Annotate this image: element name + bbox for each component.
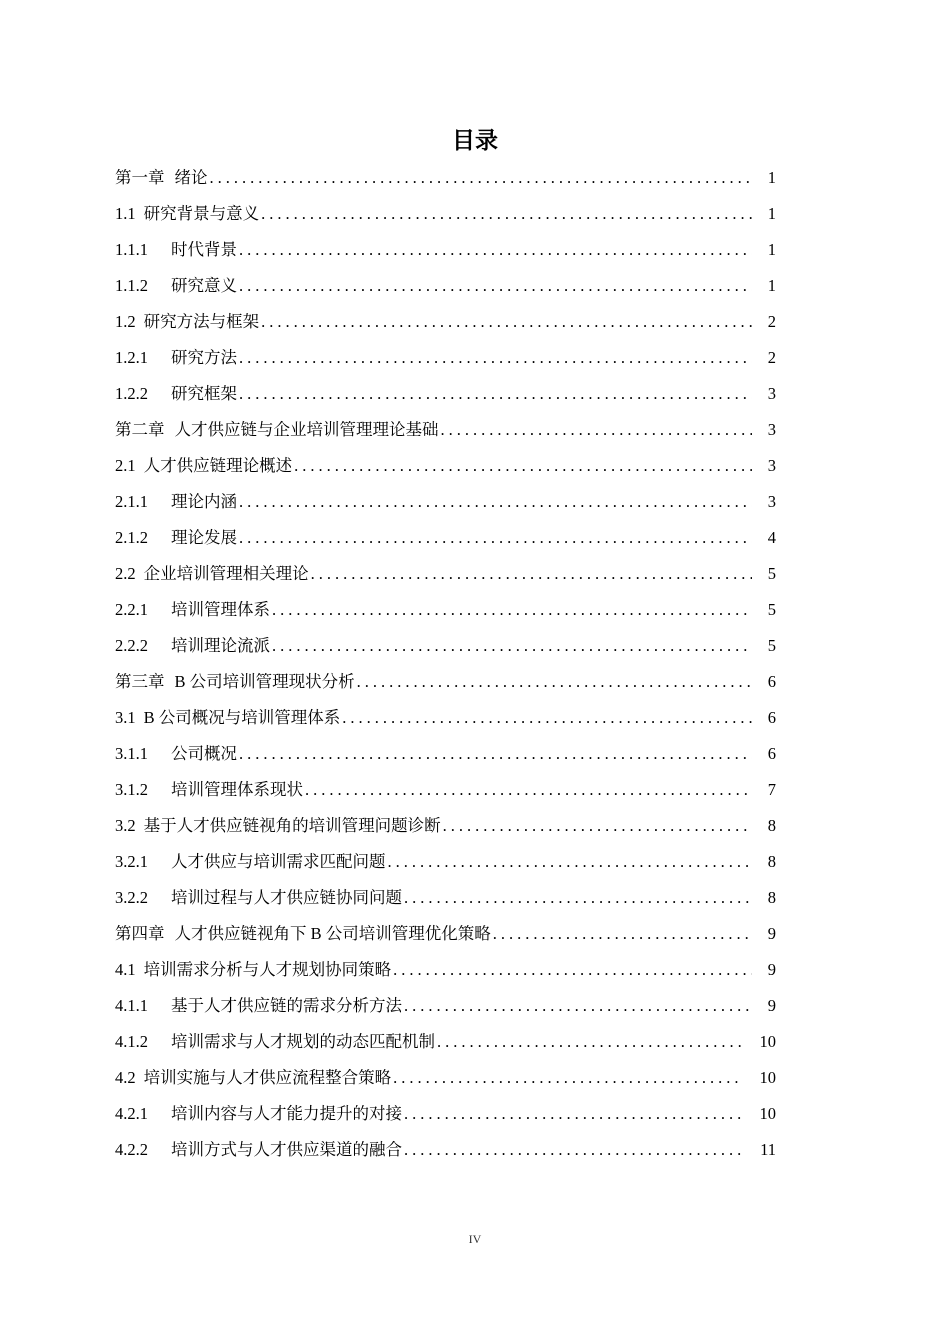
toc-entry[interactable]	[115, 376, 776, 412]
toc-entry-number: 第二章	[115, 420, 165, 439]
toc-entry[interactable]	[115, 988, 776, 1024]
toc-entry-number: 2.2	[115, 564, 136, 583]
toc-entry-number: 3.1.1	[115, 744, 148, 763]
toc-entry-title: 人才供应链与企业培训管理理论基础	[174, 420, 439, 439]
toc-entry-page: 6	[767, 672, 776, 691]
toc-entry[interactable]	[115, 592, 776, 628]
toc-leader-dots	[393, 1060, 742, 1096]
toc-entry-number: 4.2.2	[115, 1140, 148, 1159]
toc-leader-dots	[239, 232, 752, 268]
toc-entry-number: 1.2.2	[115, 384, 148, 403]
toc-leader-dots	[239, 520, 752, 556]
toc-entry-page: 5	[767, 600, 776, 619]
toc-entry[interactable]	[115, 844, 776, 880]
toc-entry-number: 3.1	[115, 708, 136, 727]
toc-entry-page: 3	[767, 492, 776, 511]
toc-entry[interactable]	[115, 628, 776, 664]
toc-entry-page: 11	[760, 1140, 776, 1159]
toc-entry-title: 基于人才供应链视角的培训管理问题诊断	[143, 816, 441, 835]
toc-entry-page: 9	[767, 996, 776, 1015]
toc-leader-dots	[443, 808, 752, 844]
toc-entry-title: 研究方法与框架	[143, 312, 260, 331]
page-number-footer: IV	[468, 1232, 482, 1246]
toc-entry-number: 第四章	[115, 924, 165, 943]
toc-leader-dots	[272, 628, 752, 664]
toc-entry-title: 基于人才供应链的需求分析方法	[171, 996, 402, 1015]
toc-entry-number: 4.1.2	[115, 1032, 148, 1051]
toc-entry-title: 人才供应与培训需求匹配问题	[171, 852, 386, 871]
toc-entry-title: 培训实施与人才供应流程整合策略	[143, 1068, 392, 1087]
toc-entry-number: 1.1	[115, 204, 136, 223]
toc-entry-title: 研究框架	[171, 384, 237, 403]
toc-entry-page: 1	[767, 240, 776, 259]
toc-leader-dots	[261, 196, 752, 232]
toc-leader-dots	[239, 736, 752, 772]
toc-entry-number: 3.1.2	[115, 780, 148, 799]
toc-entry-page: 8	[767, 888, 776, 907]
toc-entry[interactable]	[115, 196, 776, 232]
toc-entry-number: 2.2.2	[115, 636, 148, 655]
toc-entry-number: 3.2	[115, 816, 136, 835]
toc-entry[interactable]	[115, 916, 776, 952]
toc-entry[interactable]	[115, 1096, 776, 1132]
toc-entry-title: 人才供应链视角下 B 公司培训管理优化策略	[174, 924, 491, 943]
toc-entry[interactable]	[115, 484, 776, 520]
table-of-contents	[115, 160, 776, 1168]
toc-entry-page: 3	[767, 384, 776, 403]
toc-entry-page: 6	[767, 744, 776, 763]
toc-entry-number: 4.2.1	[115, 1104, 148, 1123]
toc-entry-title: 研究背景与意义	[143, 204, 260, 223]
toc-entry-title: 培训方式与人才供应渠道的融合	[171, 1140, 402, 1159]
toc-entry[interactable]	[115, 952, 776, 988]
toc-entry[interactable]	[115, 412, 776, 448]
toc-leader-dots	[404, 1132, 742, 1168]
toc-leader-dots	[272, 592, 752, 628]
toc-entry-page: 10	[759, 1068, 776, 1087]
toc-entry-number: 4.1	[115, 960, 136, 979]
toc-entry[interactable]	[115, 268, 776, 304]
toc-entry-page: 9	[767, 960, 776, 979]
page-title: 目录	[452, 128, 498, 154]
toc-leader-dots	[441, 412, 753, 448]
toc-entry-page: 8	[767, 816, 776, 835]
toc-entry-title: 培训需求与人才规划的动态匹配机制	[171, 1032, 435, 1051]
toc-entry[interactable]	[115, 736, 776, 772]
toc-entry[interactable]	[115, 1132, 776, 1168]
toc-entry-number: 1.2.1	[115, 348, 148, 367]
toc-entry-title: 培训内容与人才能力提升的对接	[171, 1104, 402, 1123]
toc-entry-number: 第一章	[115, 168, 165, 187]
toc-leader-dots	[239, 340, 752, 376]
toc-entry[interactable]	[115, 520, 776, 556]
toc-entry-page: 1	[767, 276, 776, 295]
toc-entry-title: 公司概况	[171, 744, 237, 763]
toc-entry-page: 5	[767, 564, 776, 583]
toc-entry-number: 2.2.1	[115, 600, 148, 619]
toc-entry-number: 1.1.1	[115, 240, 148, 259]
toc-entry-title: 培训需求分析与人才规划协同策略	[143, 960, 392, 979]
toc-entry-title: B 公司培训管理现状分析	[174, 672, 355, 691]
toc-leader-dots	[393, 952, 752, 988]
toc-entry-page: 10	[759, 1032, 776, 1051]
toc-entry-title: 企业培训管理相关理论	[143, 564, 309, 583]
toc-entry-page: 1	[767, 204, 776, 223]
toc-entry-page: 2	[767, 348, 776, 367]
toc-entry-number: 2.1.2	[115, 528, 148, 547]
toc-entry-title: 时代背景	[171, 240, 237, 259]
toc-entry-title: 绪论	[174, 168, 208, 187]
toc-entry[interactable]	[115, 448, 776, 484]
toc-entry-title: 培训管理体系现状	[171, 780, 303, 799]
toc-entry[interactable]	[115, 340, 776, 376]
toc-leader-dots	[210, 160, 753, 196]
toc-leader-dots	[404, 988, 752, 1024]
toc-leader-dots	[305, 772, 752, 808]
toc-entry[interactable]	[115, 304, 776, 340]
toc-entry[interactable]	[115, 880, 776, 916]
toc-leader-dots	[239, 268, 752, 304]
toc-entry[interactable]	[115, 1024, 776, 1060]
toc-entry-title: 人才供应链理论概述	[143, 456, 293, 475]
toc-entry-page: 5	[767, 636, 776, 655]
toc-entry-number: 1.1.2	[115, 276, 148, 295]
toc-entry-number: 2.1	[115, 456, 136, 475]
toc-entry-page: 9	[767, 924, 776, 943]
toc-entry-page: 1	[767, 168, 776, 187]
toc-leader-dots	[437, 1024, 742, 1060]
toc-entry-number: 1.2	[115, 312, 136, 331]
toc-leader-dots	[342, 700, 752, 736]
toc-leader-dots	[239, 484, 752, 520]
toc-entry-page: 3	[767, 420, 776, 439]
toc-entry-number: 2.1.1	[115, 492, 148, 511]
toc-entry-page: 2	[767, 312, 776, 331]
toc-entry[interactable]	[115, 232, 776, 268]
toc-leader-dots	[404, 880, 752, 916]
toc-entry-page: 10	[759, 1104, 776, 1123]
toc-entry[interactable]	[115, 556, 776, 592]
toc-leader-dots	[493, 916, 752, 952]
toc-entry-title: 培训理论流派	[171, 636, 270, 655]
toc-entry-title: 研究方法	[171, 348, 237, 367]
toc-entry[interactable]	[115, 160, 776, 196]
toc-entry[interactable]	[115, 1060, 776, 1096]
toc-entry-page: 8	[767, 852, 776, 871]
toc-entry-number: 4.1.1	[115, 996, 148, 1015]
toc-leader-dots	[239, 376, 752, 412]
toc-leader-dots	[311, 556, 752, 592]
toc-entry-title: 理论发展	[171, 528, 237, 547]
toc-leader-dots	[261, 304, 752, 340]
toc-entry-page: 7	[767, 780, 776, 799]
toc-leader-dots	[404, 1096, 742, 1132]
toc-entry-page: 4	[767, 528, 776, 547]
toc-entry-number: 4.2	[115, 1068, 136, 1087]
toc-leader-dots	[357, 664, 752, 700]
toc-entry-page: 3	[767, 456, 776, 475]
toc-leader-dots	[294, 448, 752, 484]
toc-entry-title: 理论内涵	[171, 492, 237, 511]
toc-entry[interactable]	[115, 808, 776, 844]
toc-entry-title: B 公司概况与培训管理体系	[143, 708, 341, 727]
toc-entry-title: 培训过程与人才供应链协同问题	[171, 888, 402, 907]
toc-entry[interactable]	[115, 664, 776, 700]
toc-entry-page: 6	[767, 708, 776, 727]
toc-entry[interactable]	[115, 772, 776, 808]
toc-entry-title: 研究意义	[171, 276, 237, 295]
toc-leader-dots	[388, 844, 753, 880]
toc-entry-number: 3.2.1	[115, 852, 148, 871]
toc-entry-number: 3.2.2	[115, 888, 148, 907]
toc-entry[interactable]	[115, 700, 776, 736]
toc-entry-title: 培训管理体系	[171, 600, 270, 619]
toc-entry-number: 第三章	[115, 672, 165, 691]
